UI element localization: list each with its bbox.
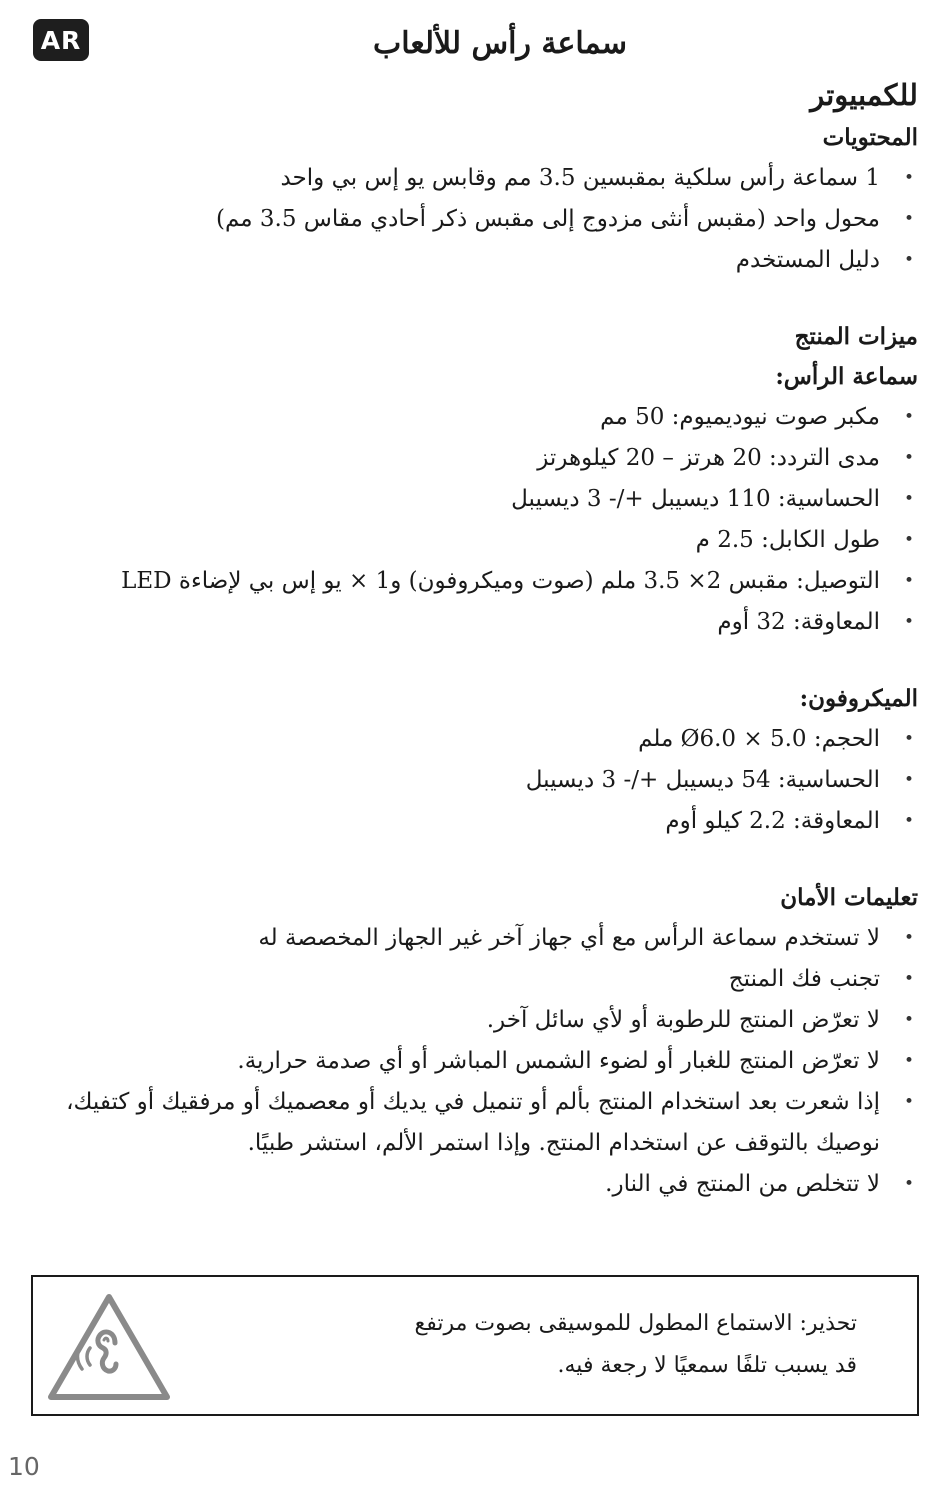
list-item: • لا تعرّض المنتج للغبار أو لضوء الشمس المباشر أو أي صدمة حرارية. — [58, 1041, 918, 1082]
list-item: • تجنب فك المنتج — [58, 959, 918, 1000]
list-item: • التوصيل: مقبس 2× 3.5 ملم (صوت وميكروفون) و1 × يو إس بي لإضاءة LED — [58, 561, 918, 602]
list-item: • دليل المستخدم — [58, 240, 918, 281]
list-item: • طول الكابل: 2.5 م — [58, 520, 918, 561]
safety-list — [58, 918, 918, 1205]
contents-list — [58, 158, 918, 281]
list-item: • إذا شعرت بعد استخدام المنتج بألم أو تنميل في يديك أو معصميك أو مرفقيك أو كتفيك، نوصيك بالتوقف عن استخدام المنتج. وإذا استمر الألم، استشر طبيًا. — [58, 1082, 918, 1164]
safety-section — [58, 878, 918, 1205]
contents-heading: المحتويات — [822, 124, 918, 151]
hearing-damage-warning-icon — [45, 1291, 173, 1403]
list-item: • 1 سماعة رأس سلكية بمقبسين 3.5 مم وقابس يو إس بي واحد — [58, 158, 918, 199]
list-item: • لا تتخلص من المنتج في النار. — [58, 1164, 918, 1205]
microphone-heading: الميكروفون: — [799, 685, 918, 712]
warning-text: تحذير: الاستماع المطول للموسيقى بصوت مرتفع قد يسبب تلفًا سمعيًا لا رجعة فيه. — [414, 1311, 857, 1378]
headset-heading: سماعة الرأس: — [775, 363, 918, 390]
list-item: • مدى التردد: 20 هرتز – 20 كيلوهرتز — [58, 438, 918, 479]
list-item: • المعاوقة: 2.2 كيلو أوم — [58, 801, 918, 842]
list-item: • لا تعرّض المنتج للرطوبة أو لأي سائل آخر. — [58, 1000, 918, 1041]
list-item: • مكبر صوت نيوديميوم: 50 مم — [58, 397, 918, 438]
microphone-section — [58, 679, 918, 842]
features-heading: ميزات المنتج — [794, 323, 918, 350]
page-number: 10 — [8, 1452, 40, 1481]
page-subtitle: للكمبيوتر — [810, 78, 918, 112]
list-item: • الحساسية: 110 ديسيبل +/- 3 ديسيبل — [58, 479, 918, 520]
headset-specs-list — [58, 397, 918, 643]
list-item: • الحساسية: 54 ديسيبل +/- 3 ديسيبل — [58, 760, 918, 801]
warning-box — [31, 1275, 919, 1416]
page-title: سماعة رأس للألعاب — [373, 26, 627, 61]
features-section — [58, 317, 918, 643]
list-item: • محول واحد (مقبس أنثى مزدوج إلى مقبس ذكر أحادي مقاس 3.5 مم) — [58, 199, 918, 240]
safety-heading: تعليمات الأمان — [780, 884, 918, 911]
microphone-specs-list — [58, 719, 918, 842]
language-badge: AR — [33, 19, 89, 61]
list-item: • لا تستخدم سماعة الرأس مع أي جهاز آخر غير الجهاز المخصصة له — [58, 918, 918, 959]
list-item: • المعاوقة: 32 أوم — [58, 602, 918, 643]
document-body — [58, 72, 918, 1205]
list-item: • الحجم: Ø6.0 × 5.0 ملم — [58, 719, 918, 760]
contents-section — [58, 118, 918, 281]
